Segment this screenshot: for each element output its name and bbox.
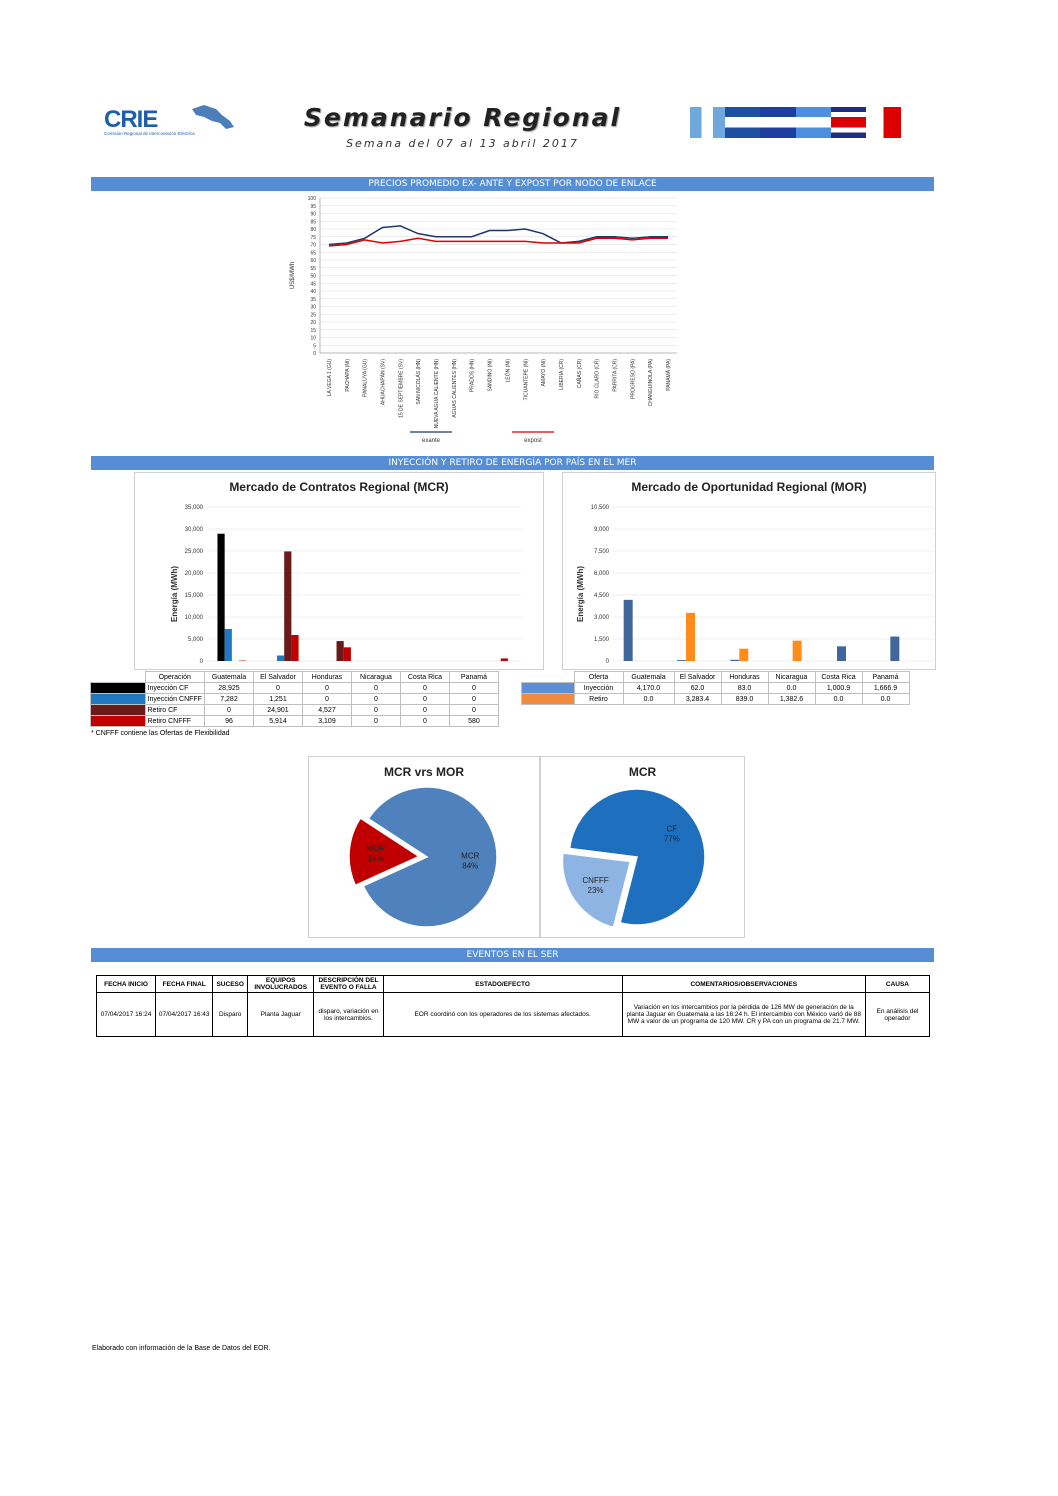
mor-chart-panel: [562, 472, 936, 670]
crie-logo-subtext: Comisión Regional de Interconexión Eléctrica: [104, 131, 195, 136]
y-tick-label: 60: [310, 258, 316, 264]
pie-label-MCR: MCR: [461, 851, 480, 861]
x-tick-label: AGUAS CALIENTES (HN): [451, 359, 458, 418]
bar-El Salvador-1: [686, 613, 695, 661]
y-tick-label: 6,000: [593, 571, 609, 577]
y-tick-label: 95: [310, 203, 316, 210]
mor-bar-chart: [563, 473, 935, 669]
y-tick-label: 0: [605, 659, 609, 665]
legend-swatch: [91, 694, 146, 705]
flag-costa-rica-icon: [831, 107, 866, 138]
pie-mcr-mor-panel: [308, 756, 540, 938]
events-table-header: FECHA INICIO FECHA FINAL SUCESO EQUIPOS INVOLUCRADOS DESCRIPCIÓN DEL EVENTO O FALLA ESTADO/EFECTO COMENTARIOS/OBSERVACIONES CAUSA: [97, 976, 930, 993]
table-row: Retiro CNFFF 96 5,914 3,109 0 0 580: [91, 716, 499, 727]
table-row: Retiro CF 0 24,901 4,527 0 0 0: [91, 705, 499, 716]
x-tick-label: CHANGUINOLA (PA): [648, 359, 655, 407]
flag-panama-icon: [866, 107, 901, 138]
x-tick-label: AHUACHAPÁN (SV): [380, 359, 387, 406]
pie-pct-MOR: 16%: [367, 854, 384, 864]
pie-mcr-vs-mor: [309, 757, 539, 937]
y-tick-label: 10: [310, 335, 316, 342]
bar-El Salvador-0: [677, 660, 686, 661]
page-title: Semanario Regional: [303, 103, 622, 132]
pie-pct-CNFFF: 23%: [587, 886, 604, 896]
x-tick-label: CAÑAS (CR): [576, 359, 583, 389]
pie-label-MOR: MOR: [366, 844, 386, 854]
y-tick-label: 15,000: [184, 593, 203, 599]
y-tick-label: 70: [310, 242, 316, 249]
y-tick-label: 100: [307, 196, 316, 202]
bar-Honduras-3: [344, 647, 351, 661]
y-tick-label: 35,000: [184, 505, 203, 511]
y-tick-label: 15: [310, 327, 316, 334]
mcr-table-header: Operación Guatemala El Salvador Honduras Nicaragua Costa Rica Panamá: [91, 672, 499, 683]
bar-Panamá-0: [890, 637, 899, 661]
bar-Honduras-0: [730, 660, 739, 661]
pie-pct-CF: 77%: [663, 834, 680, 844]
bar-Honduras-2: [337, 641, 344, 661]
y-tick-label: 4,500: [593, 593, 609, 599]
y-tick-label: 25: [310, 312, 316, 319]
y-tick-label: 25,000: [184, 549, 203, 555]
x-tick-label: PANAMÁ (PA): [666, 359, 673, 391]
legend-expost-label: expost: [524, 438, 542, 444]
legend-swatch: [91, 716, 146, 727]
x-tick-label: LEÓN (NI): [505, 359, 512, 383]
y-tick-label: 65: [310, 250, 316, 257]
y-tick-label: 40: [310, 289, 316, 295]
table-row: 07/04/2017 16:24 07/04/2017 16:43 Disparo Planta Jaguar disparo, variación en los intercambios. EOR coordinó con los operadores de los sistemas afectados. Variación en los intercambios por la pérdida de 126 MW de generación de la planta Jaguar en Guatemala a las 16:24 h. El intercambio con México varió de 88 MW a valor de un programa de 120 MW. CR y PA con un programa de 21.7 MW. En análisis del operador: [97, 993, 930, 1037]
y-tick-label: 85: [310, 219, 316, 226]
y-axis-label: Energía (MWh): [576, 566, 585, 622]
bar-Guatemala-0: [624, 600, 633, 661]
y-tick-label: 3,000: [593, 615, 609, 621]
flag-guatemala-icon: [690, 107, 725, 138]
bar-Guatemala-0: [217, 534, 224, 661]
pie-mcr-panel: [540, 756, 745, 938]
flag-nicaragua-icon: [796, 107, 831, 138]
table-row: Inyección CF 28,925 0 0 0 0 0: [91, 683, 499, 694]
pie-label-CNFFF: CNFFF: [582, 876, 609, 886]
legend-exante-label: exante: [421, 438, 441, 444]
chart-title: MCR: [628, 765, 657, 779]
svg-text:CRIE: CRIE: [104, 106, 158, 133]
x-tick-label: PRADOS (HN): [469, 359, 476, 393]
bar-Guatemala-1: [225, 629, 232, 661]
section-inyeccion-title: INYECCIÓN Y RETIRO DE ENERGÍA POR PAÍS EN EL MER: [91, 456, 934, 470]
chart-title: Mercado de Oportunidad Regional (MOR): [631, 480, 867, 494]
pie-label-CF: CF: [666, 824, 678, 834]
country-flags: [690, 107, 901, 138]
y-axis-label: US$/MWh: [290, 261, 296, 290]
events-table: [96, 975, 930, 1037]
mcr-chart-panel: [134, 472, 544, 670]
pie-mcr: [541, 757, 744, 937]
flag-el-salvador-icon: [760, 107, 795, 138]
y-tick-label: 45: [310, 281, 316, 288]
series-line-expost: [329, 238, 668, 246]
y-tick-label: 10,000: [184, 615, 203, 621]
y-tick-label: 10,500: [590, 505, 609, 511]
legend-swatch: [522, 683, 575, 694]
x-tick-label: PROGRESO (PA): [630, 359, 637, 399]
y-tick-label: 7,500: [593, 549, 609, 555]
flag-honduras-icon: [725, 107, 760, 138]
x-tick-label: 15 DE SEPTIEMBRE (SV): [398, 359, 405, 418]
bar-Costa Rica-0: [837, 646, 846, 661]
bar-Honduras-1: [739, 649, 748, 661]
pie-pct-MCR: 84%: [462, 861, 479, 871]
x-tick-label: PARRITA (CR): [612, 359, 619, 392]
page-subtitle: Semana del 07 al 13 abril 2017: [346, 137, 579, 150]
bar-El Salvador-3: [291, 635, 298, 661]
y-tick-label: 35: [310, 296, 316, 303]
x-tick-label: AMAYO (NI): [541, 359, 548, 387]
x-tick-label: SAN NICOLÁS (HN): [416, 359, 423, 405]
x-tick-label: RÍO CLARO (CR): [594, 359, 601, 399]
mcr-bar-chart: [135, 473, 543, 669]
table-row: Inyección CNFFF 7,282 1,251 0 0 0 0: [91, 694, 499, 705]
y-tick-label: 20: [310, 320, 316, 326]
bar-El Salvador-2: [284, 551, 291, 661]
y-tick-label: 20,000: [184, 571, 203, 577]
x-tick-label: PACHAPA (NI): [344, 359, 351, 392]
x-tick-label: LIBERIA (CR): [558, 359, 565, 390]
bar-Nicaragua-1: [793, 641, 802, 661]
bar-Panamá-3: [501, 658, 508, 661]
mor-table-header: Oferta Guatemala El Salvador Honduras Nicaragua Costa Rica Panamá: [522, 672, 910, 683]
y-axis-label: Energía (MWh): [170, 566, 179, 622]
x-tick-label: NUEVA AGUA CALIENTE (HN): [434, 359, 441, 429]
table-row: Retiro 0.0 3,283.4 839.0 1,382.6 0.0 0.0: [522, 694, 910, 705]
x-tick-label: TICUANTEPE (NI): [523, 359, 530, 401]
x-tick-label: SANDINO (NI): [487, 359, 494, 392]
mcr-table-header-label: Operación: [145, 672, 204, 683]
table-row: Inyección 4,170.0 62.0 83.0 0.0 1,000.9 1,666.9: [522, 683, 910, 694]
y-tick-label: 50: [310, 273, 316, 280]
bar-El Salvador-1: [277, 655, 284, 661]
y-tick-label: 1,500: [593, 637, 609, 643]
section-precios-title: PRECIOS PROMEDIO EX- ANTE Y EXPOST POR NODO DE ENLACE: [91, 177, 934, 191]
precios-line-chart: [280, 192, 700, 452]
mcr-table: [90, 671, 499, 727]
y-tick-label: 0: [313, 351, 316, 357]
legend-swatch: [91, 683, 146, 694]
y-tick-label: 5,000: [187, 637, 203, 643]
y-tick-label: 0: [199, 659, 203, 665]
y-tick-label: 80: [310, 227, 316, 233]
y-tick-label: 30: [310, 304, 316, 311]
chart-title: Mercado de Contratos Regional (MCR): [229, 480, 449, 494]
footer-note: Elaborado con información de la Base de Datos del EOR.: [92, 1345, 271, 1352]
section-eventos-title: EVENTOS EN EL SER: [91, 948, 934, 962]
mor-table-header-label: Oferta: [574, 672, 623, 683]
y-tick-label: 75: [310, 234, 316, 241]
crie-logo: [104, 103, 236, 139]
y-tick-label: 5: [313, 343, 316, 350]
y-tick-label: 90: [310, 211, 316, 218]
y-tick-label: 30,000: [184, 527, 203, 533]
y-tick-label: 55: [310, 265, 316, 272]
y-tick-label: 9,000: [593, 527, 609, 533]
cnfff-note: * CNFFF contiene las Ofertas de Flexibilidad: [91, 730, 230, 737]
legend-swatch: [522, 694, 575, 705]
x-tick-label: LA VEGA 1 (GU): [326, 359, 333, 397]
legend-swatch: [91, 705, 146, 716]
chart-title: MCR vrs MOR: [383, 765, 465, 779]
mor-table: [521, 671, 910, 705]
x-tick-label: PANALUYA (GU): [362, 359, 369, 397]
